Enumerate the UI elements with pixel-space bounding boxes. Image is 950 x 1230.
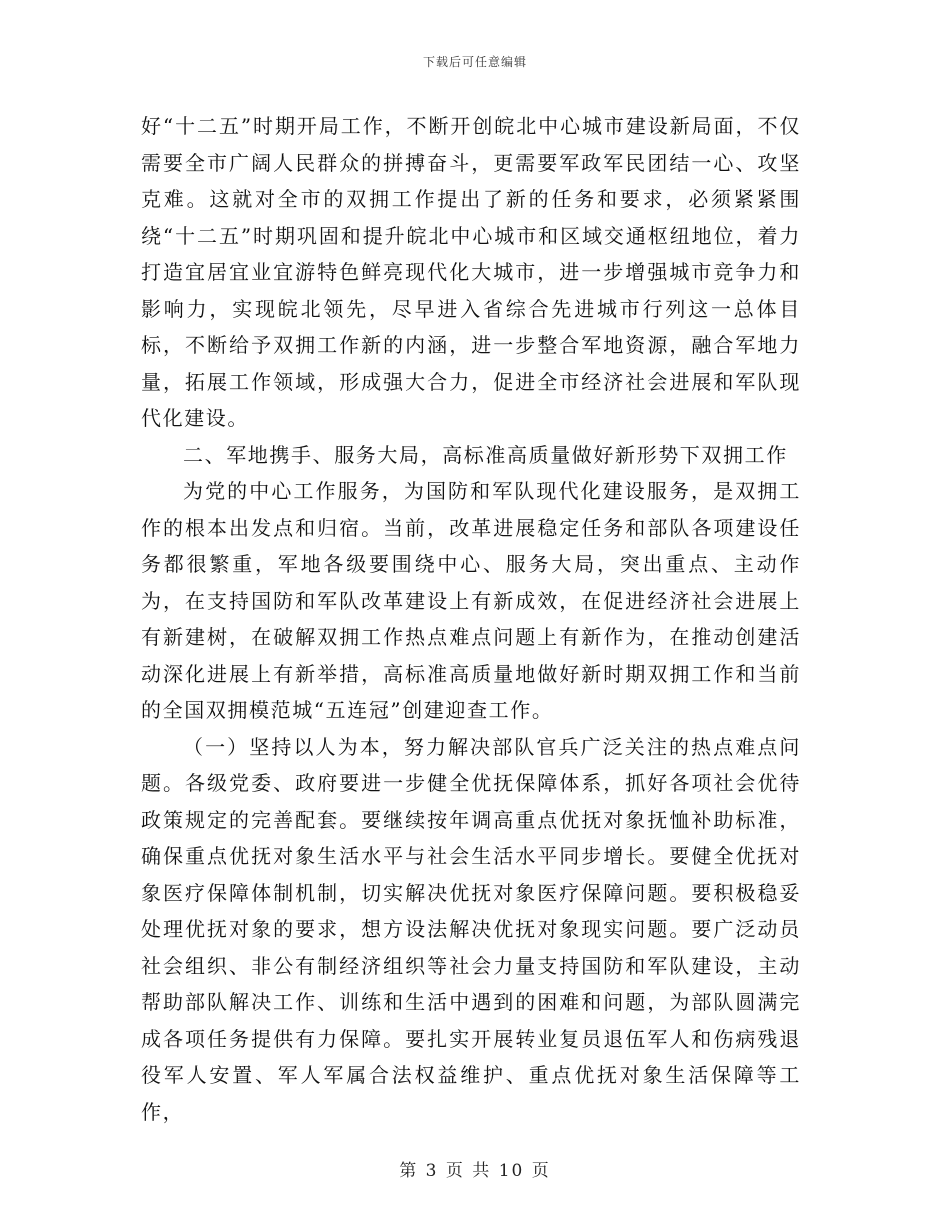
section-heading: 二、军地携手、服务大局，高标准高质量做好新形势下双拥工作	[183, 442, 788, 467]
page-header: 下载后可任意编辑	[422, 55, 527, 69]
paragraph-continuation: 好“十二五”时期开局工作，不断开创皖北中心城市建设新局面，不仅需要全市广阔人民群众的拼搏奋斗，更需要军政军民团结一心、攻坚克难。这就对全市的双拥工作提出了新的任务和要求，必须紧紧围绕“十二五”时期巩固和提升皖北中心城市和区域交通枢纽地位，着力打造宜居宜业宜游特色鲜亮现代化大城市，进一步增强城市竞争力和影响力，实现皖北领先，尽早进入省综合先进城市行列这一总体目标，不断给予双拥工作新的内涵，进一步整合军地资源，融合军地力量，拓展工作领域，形成强大合力，促进全市经济社会进展和军队现代化建设。	[141, 114, 801, 430]
page-footer: 第 3 页 共 10 页	[399, 1161, 551, 1181]
paragraph: 为党的中心工作服务，为国防和军队现代化建设服务，是双拥工作的根本出发点和归宿。当前，改革进展稳定任务和部队各项建设任务都很繁重，军地各级要围绕中心、服务大局，突出重点、主动作为，在支持国防和军队改革建设上有新成效，在促进经济社会进展上有新建树，在破解双拥工作热点难点问题上有新作为，在推动创建活动深化进展上有新举措，高标准高质量地做好新时期双拥工作和当前的全国双拥模范城“五连冠”创建迎查工作。	[141, 479, 801, 722]
document-body	[141, 108, 801, 1130]
paragraph: （一）坚持以人为本，努力解决部队官兵广泛关注的热点难点问题。各级党委、政府要进一步健全优抚保障体系，抓好各项社会优待政策规定的完善配套。要继续按年调高重点优抚对象抚恤补助标准，确保重点优抚对象生活水平与社会生活水平同步增长。要健全优抚对象医疗保障体制机制，切实解决优抚对象医疗保障问题。要积极稳妥处理优抚对象的要求，想方设法解决优抚对象现实问题。要广泛动员社会组织、非公有制经济组织等社会力量支持国防和军队建设，主动帮助部队解决工作、训练和生活中遇到的困难和问题，为部队圆满完成各项任务提供有力保障。要扎实开展转业复员退伍军人和伤病残退役军人安置、军人军属合法权益维护、重点优抚对象生活保障等工作，	[141, 734, 801, 1124]
